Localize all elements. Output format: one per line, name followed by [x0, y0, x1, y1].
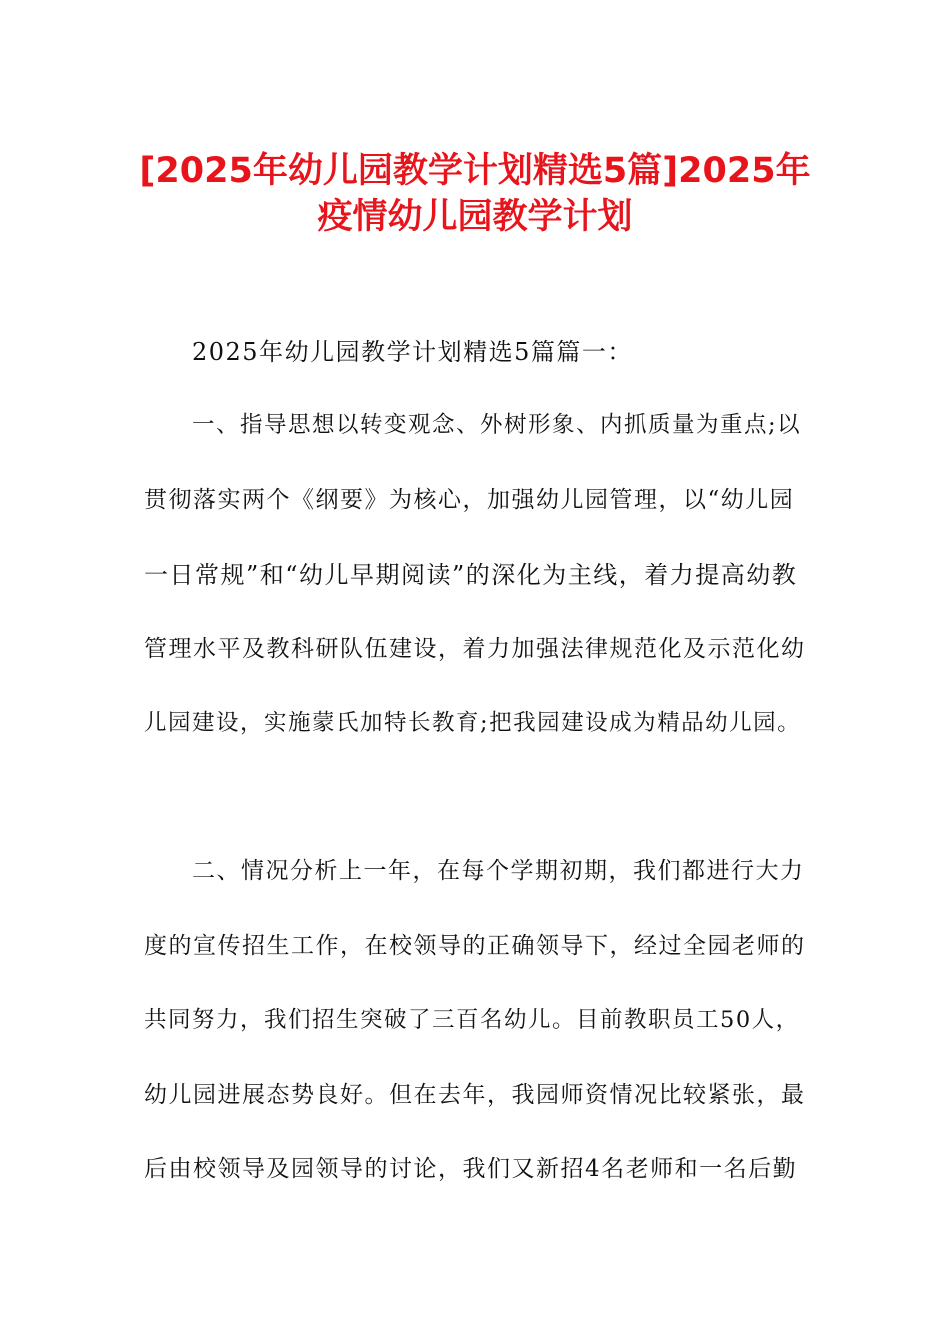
- paragraph-2-line-3: 共同努力，我们招生突破了三百名幼儿。目前教职员工50人，: [144, 1007, 800, 1033]
- paragraph-1-line-2: 贯彻落实两个《纲要》为核心，加强幼儿园管理，以“幼儿园: [144, 487, 795, 513]
- paragraph-1-line-3: 一日常规”和“幼儿早期阅读”的深化为主线，着力提高幼教: [144, 561, 798, 589]
- document-title-line-2: 疫情幼儿园教学计划: [317, 197, 633, 237]
- document-title-line-1: [2025年幼儿园教学计划精选5篇]2025年: [139, 151, 811, 191]
- paragraph-2-line-2: 度的宣传招生工作，在校领导的正确领导下，经过全园老师的: [144, 933, 806, 959]
- paragraph-2-line-4: 幼儿园进展态势良好。但在去年，我园师资情况比较紧张，最: [144, 1082, 806, 1108]
- paragraph-1-line-1: 一、指导思想以转变观念、外树形象、内抓质量为重点;以: [192, 412, 802, 438]
- section-heading: 2025年幼儿园教学计划精选5篇篇一：: [192, 338, 633, 366]
- paragraph-1-line-4: 管理水平及教科研队伍建设，着力加强法律规范化及示范化幼: [144, 636, 806, 662]
- paragraph-2-line-5: 后由校领导及园领导的讨论，我们又新招4名老师和一名后勤: [144, 1156, 798, 1182]
- paragraph-2-line-1: 二、情况分析上一年，在每个学期初期，我们都进行大力: [192, 858, 805, 884]
- paragraph-1-line-5: 儿园建设，实施蒙氏加特长教育;把我园建设成为精品幼儿园。: [144, 710, 802, 736]
